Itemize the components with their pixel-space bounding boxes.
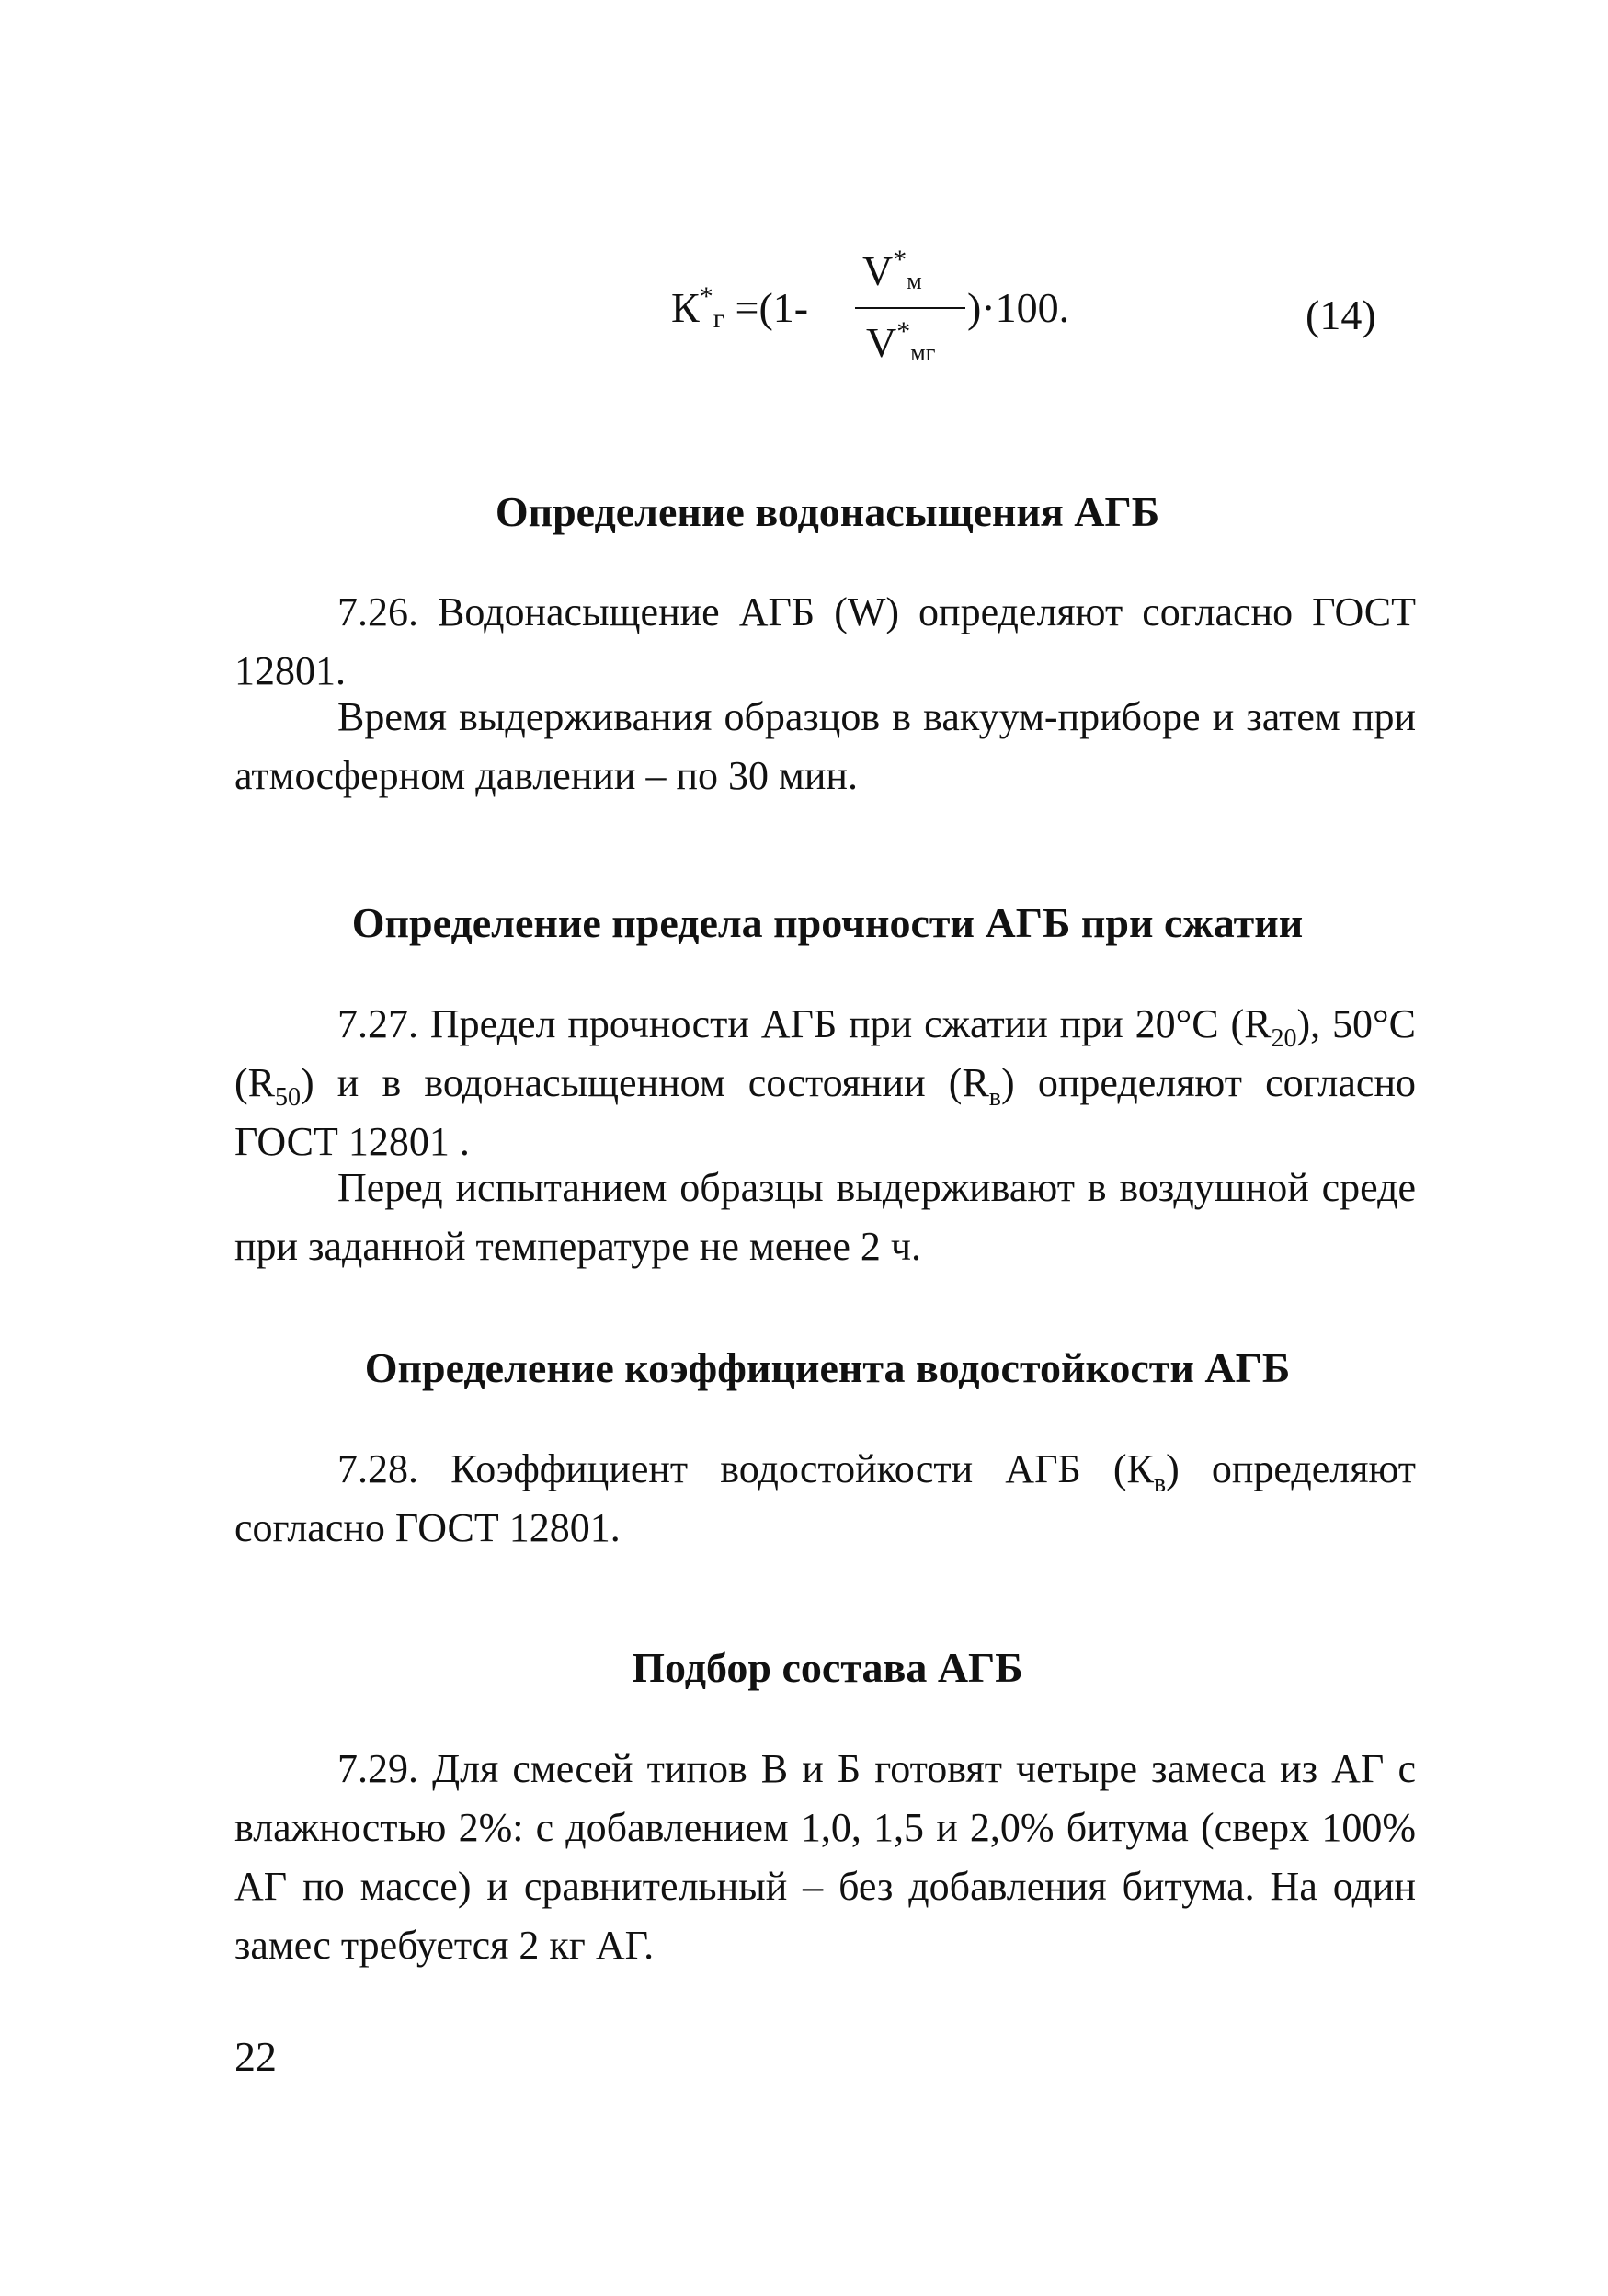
section-heading-water-resistance: Определение коэффициента водостойкости АГБ (364, 1344, 1291, 1391)
paragraph-7-29: 7.29. Для смесей типов В и Б готовят четыре замеса из АГ с влажностью 2%: с добавлением 1,0, 1,5 и 2,0% битума (сверх 100% АГ по массе) и сравнительный – без добавления битума. На один замес требуется 2 кг АГ. (234, 1746, 1416, 1968)
formula-lhs (671, 281, 809, 334)
formula-den-sup: * (896, 316, 911, 347)
fraction-bar (855, 307, 965, 309)
formula-denominator (866, 316, 936, 366)
formula-lhs-sub: г (713, 303, 724, 334)
section-heading-water-saturation: Определение водонасыщения АГБ (495, 488, 1160, 535)
formula-num-symbol: V (862, 247, 894, 294)
formula-lhs-rest: =(1- (724, 284, 809, 331)
p728-text-2: ) определяют согласно ГОСТ 12801. (234, 1446, 1417, 1550)
section-heading-mix-design: Подбор состава АГБ (632, 1644, 1023, 1691)
formula-num-sup: * (893, 245, 907, 275)
paragraph-7-26-time: Время выдерживания образцов в вакуум-приборе и затем при атмосферном давлении – по 30 мин. (234, 694, 1416, 798)
formula-lhs-sup: * (699, 281, 713, 312)
formula-rhs: )·100. (967, 284, 1070, 331)
p727-text-3: ) и в водонасыщенном состоянии (R (301, 1060, 989, 1105)
p728-sub-v: в (1153, 1469, 1167, 1498)
p727-sub-50: 50 (275, 1083, 301, 1112)
p727-text-1: 7.27. Предел прочности АГБ при сжатии при 20°С (R (337, 1001, 1272, 1046)
p727-text-2: ), 50°С (R (234, 1001, 1416, 1105)
formula-lhs-symbol: К (671, 284, 700, 331)
section-heading-compressive-strength: Определение предела прочности АГБ при сжатии (351, 899, 1304, 946)
formula-num-sub: м (907, 268, 922, 294)
p727-sub-20: 20 (1271, 1024, 1297, 1053)
paragraph-7-26: 7.26. Водонасыщение АГБ (W) определяют согласно ГОСТ 12801. (234, 589, 1416, 693)
formula-fraction (855, 245, 965, 386)
paragraph-7-28 (234, 1440, 1416, 1558)
formula-den-sub: мг (910, 339, 936, 366)
p727-text-4: ) определяют согласно ГОСТ 12801 . (234, 1060, 1416, 1164)
p728-text-1: 7.28. Коэффициент водостойкости АГБ (К (337, 1446, 1154, 1491)
equation-number: (14) (1306, 291, 1376, 338)
paragraph-7-27 (234, 995, 1416, 1171)
formula-den-symbol: V (866, 319, 897, 366)
paragraph-7-27-conditioning: Перед испытанием образцы выдерживают в воздушной среде при заданной температуре не менее 2 ч. (234, 1165, 1416, 1269)
formula-numerator (862, 245, 922, 294)
page-number: 22 (234, 2033, 277, 2080)
p727-sub-v: в (988, 1083, 1002, 1112)
